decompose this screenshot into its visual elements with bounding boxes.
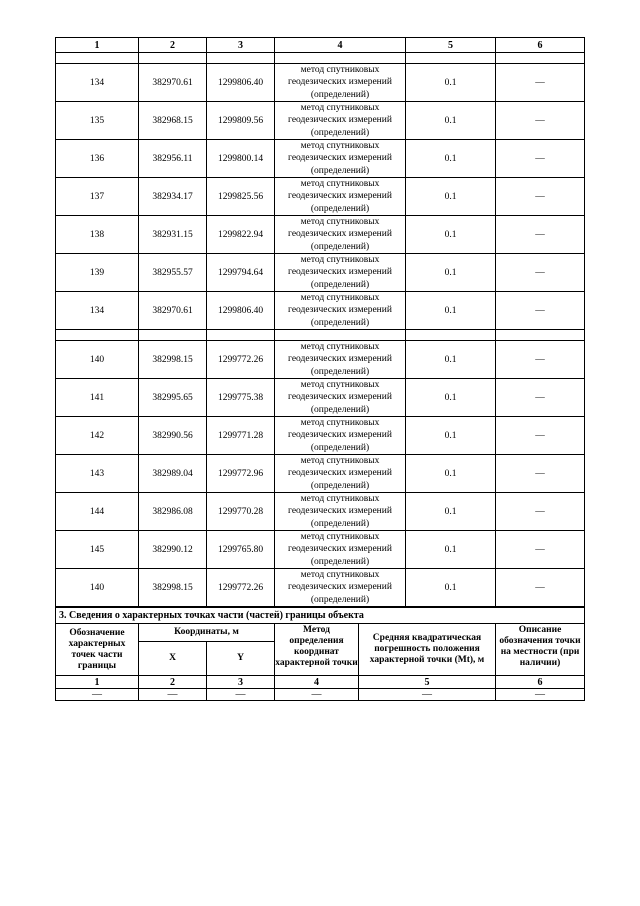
method-text-line: метод спутниковых [300, 179, 380, 190]
table-row [56, 531, 585, 569]
point-description: — [496, 379, 585, 417]
empty-cell [496, 330, 585, 341]
header-point-designation: Обозначение характерных точек части границы [56, 624, 139, 676]
point-number: 145 [56, 531, 139, 569]
coord-y: 1299775.38 [207, 379, 275, 417]
point-number: 138 [56, 216, 139, 254]
method-text-line: метод спутниковых [300, 494, 380, 505]
method-cell [275, 417, 406, 455]
section3-table [55, 607, 585, 701]
header-y: Y [207, 642, 275, 676]
table-row [56, 493, 585, 531]
method-cell [275, 102, 406, 140]
point-number: 135 [56, 102, 139, 140]
method-text-line: метод спутниковых [300, 217, 380, 228]
method-text-line: геодезических измерений [288, 582, 392, 593]
method-text-line: (определений) [310, 404, 370, 415]
accuracy-value: 0.1 [406, 292, 496, 330]
coord-x: 382968.15 [139, 102, 207, 140]
empty-cell [56, 53, 139, 64]
method-text-line: геодезических измерений [288, 305, 392, 316]
method-cell [275, 140, 406, 178]
method-text-line: метод спутниковых [300, 65, 380, 76]
empty-cell: — [139, 689, 207, 701]
method-cell [275, 493, 406, 531]
method-text-line: геодезических измерений [288, 115, 392, 126]
method-text-line: метод спутниковых [300, 255, 380, 266]
empty-cell [139, 330, 207, 341]
method-text-line: (определений) [310, 317, 370, 328]
method-text-line: метод спутниковых [300, 293, 380, 304]
coord-y: 1299809.56 [207, 102, 275, 140]
column-number: 5 [406, 38, 496, 53]
col-num-6: 6 [496, 676, 585, 689]
point-description: — [496, 102, 585, 140]
method-cell [275, 292, 406, 330]
table-row [56, 341, 585, 379]
coord-x: 382990.12 [139, 531, 207, 569]
table-row [56, 417, 585, 455]
coord-y: 1299806.40 [207, 64, 275, 102]
coord-y: 1299800.14 [207, 140, 275, 178]
col-num-2: 2 [139, 676, 207, 689]
method-cell [275, 254, 406, 292]
coord-y: 1299772.26 [207, 569, 275, 607]
empty-cell [496, 53, 585, 64]
coord-y: 1299765.80 [207, 531, 275, 569]
method-text-line: геодезических измерений [288, 153, 392, 164]
method-text-line: геодезических измерений [288, 267, 392, 278]
header-x: X [139, 642, 207, 676]
coord-x: 382956.11 [139, 140, 207, 178]
method-text-line: (определений) [310, 165, 370, 176]
contour-separator-row [56, 330, 585, 341]
table-row [56, 140, 585, 178]
method-text-line: (определений) [310, 480, 370, 491]
point-description: — [496, 569, 585, 607]
empty-cell [207, 330, 275, 341]
coord-y: 1299771.28 [207, 417, 275, 455]
table-row [56, 379, 585, 417]
table-row [56, 178, 585, 216]
method-text-line: (определений) [310, 518, 370, 529]
header-method-text: Метод определения координат характерной точки [275, 624, 358, 668]
column-number: 1 [56, 38, 139, 53]
method-text-line: метод спутниковых [300, 418, 380, 429]
point-number: 142 [56, 417, 139, 455]
table-row [56, 569, 585, 607]
coordinates-table [55, 37, 585, 607]
empty-cell: — [56, 689, 139, 701]
point-number: 140 [56, 341, 139, 379]
coord-y: 1299772.26 [207, 341, 275, 379]
table-row [56, 64, 585, 102]
method-text-line: (определений) [310, 89, 370, 100]
point-number: 139 [56, 254, 139, 292]
coord-y: 1299772.96 [207, 455, 275, 493]
method-cell [275, 531, 406, 569]
document-page [55, 37, 584, 701]
method-text-line: геодезических измерений [288, 191, 392, 202]
method-cell [275, 569, 406, 607]
method-text-line: геодезических измерений [288, 506, 392, 517]
point-number: 137 [56, 178, 139, 216]
accuracy-value: 0.1 [406, 493, 496, 531]
accuracy-value: 0.1 [406, 64, 496, 102]
coord-x: 382998.15 [139, 569, 207, 607]
accuracy-value: 0.1 [406, 531, 496, 569]
point-description: — [496, 417, 585, 455]
coord-x: 382970.61 [139, 292, 207, 330]
column-number: 2 [139, 38, 207, 53]
method-cell [275, 341, 406, 379]
col-num-1: 1 [56, 676, 139, 689]
coord-x: 382998.15 [139, 341, 207, 379]
method-cell [275, 64, 406, 102]
accuracy-value: 0.1 [406, 569, 496, 607]
column-number: 3 [207, 38, 275, 53]
method-text-line: геодезических измерений [288, 77, 392, 88]
accuracy-value: 0.1 [406, 417, 496, 455]
empty-cell [406, 53, 496, 64]
coord-x: 382955.57 [139, 254, 207, 292]
coord-y: 1299822.94 [207, 216, 275, 254]
coord-x: 382931.15 [139, 216, 207, 254]
method-text-line: метод спутниковых [300, 532, 380, 543]
accuracy-value: 0.1 [406, 216, 496, 254]
method-text-line: (определений) [310, 241, 370, 252]
method-text-line: (определений) [310, 442, 370, 453]
section3-title: 3. Сведения о характерных точках части (частей) границы объекта [56, 608, 585, 624]
method-text-line: (определений) [310, 203, 370, 214]
method-text-line: (определений) [310, 556, 370, 567]
accuracy-value: 0.1 [406, 341, 496, 379]
accuracy-value: 0.1 [406, 140, 496, 178]
empty-cell: — [496, 689, 585, 701]
empty-cell: — [359, 689, 496, 701]
method-text-line: геодезических измерений [288, 354, 392, 365]
accuracy-value: 0.1 [406, 178, 496, 216]
method-text-line: геодезических измерений [288, 468, 392, 479]
header-method [275, 624, 359, 676]
method-text-line: метод спутниковых [300, 380, 380, 391]
table-row [56, 292, 585, 330]
accuracy-value: 0.1 [406, 379, 496, 417]
point-number: 141 [56, 379, 139, 417]
column-number: 6 [496, 38, 585, 53]
header-coordinates: Координаты, м [139, 624, 275, 642]
col-num-4: 4 [275, 676, 359, 689]
method-text-line: метод спутниковых [300, 342, 380, 353]
point-description: — [496, 341, 585, 379]
method-cell [275, 216, 406, 254]
coord-x: 382989.04 [139, 455, 207, 493]
method-text-line: метод спутниковых [300, 570, 380, 581]
point-number: 143 [56, 455, 139, 493]
point-number: 144 [56, 493, 139, 531]
coord-x: 382990.56 [139, 417, 207, 455]
accuracy-value: 0.1 [406, 254, 496, 292]
empty-cell: — [207, 689, 275, 701]
header-description-text: Описание обозначения точки на местности (при наличии) [499, 624, 581, 668]
method-text-line: геодезических измерений [288, 544, 392, 555]
empty-cell [275, 53, 406, 64]
point-description: — [496, 216, 585, 254]
method-cell [275, 379, 406, 417]
empty-cell [275, 330, 406, 341]
coord-y: 1299794.64 [207, 254, 275, 292]
coord-y: 1299770.28 [207, 493, 275, 531]
method-text-line: метод спутниковых [300, 141, 380, 152]
coord-x: 382934.17 [139, 178, 207, 216]
point-description: — [496, 292, 585, 330]
point-description: — [496, 493, 585, 531]
col-num-3: 3 [207, 676, 275, 689]
accuracy-value: 0.1 [406, 455, 496, 493]
column-number-row [56, 38, 585, 53]
point-number: 136 [56, 140, 139, 178]
empty-cell [207, 53, 275, 64]
point-description: — [496, 254, 585, 292]
table-row [56, 455, 585, 493]
coord-x: 382970.61 [139, 64, 207, 102]
table-row [56, 254, 585, 292]
method-cell [275, 455, 406, 493]
method-cell [275, 178, 406, 216]
method-text-line: (определений) [310, 279, 370, 290]
point-description: — [496, 140, 585, 178]
point-number: 134 [56, 292, 139, 330]
table-row [56, 216, 585, 254]
point-description: — [496, 455, 585, 493]
coord-y: 1299806.40 [207, 292, 275, 330]
contour-separator-row [56, 53, 585, 64]
header-description [496, 624, 585, 676]
table-row [56, 102, 585, 140]
header-accuracy: Средняя квадратическая погрешность положения характерной точки (Mt), м [359, 624, 496, 676]
accuracy-value: 0.1 [406, 102, 496, 140]
method-text-line: (определений) [310, 127, 370, 138]
point-description: — [496, 531, 585, 569]
col-num-5: 5 [359, 676, 496, 689]
empty-cell [139, 53, 207, 64]
coord-x: 382995.65 [139, 379, 207, 417]
point-description: — [496, 178, 585, 216]
method-text-line: метод спутниковых [300, 103, 380, 114]
column-number: 4 [275, 38, 406, 53]
method-text-line: геодезических измерений [288, 430, 392, 441]
coord-y: 1299825.56 [207, 178, 275, 216]
point-description: — [496, 64, 585, 102]
method-text-line: геодезических измерений [288, 229, 392, 240]
method-text-line: (определений) [310, 366, 370, 377]
method-text-line: (определений) [310, 594, 370, 605]
empty-cell [406, 330, 496, 341]
point-number: 140 [56, 569, 139, 607]
method-text-line: метод спутниковых [300, 456, 380, 467]
point-number: 134 [56, 64, 139, 102]
empty-cell [56, 330, 139, 341]
coord-x: 382986.08 [139, 493, 207, 531]
method-text-line: геодезических измерений [288, 392, 392, 403]
empty-cell: — [275, 689, 359, 701]
